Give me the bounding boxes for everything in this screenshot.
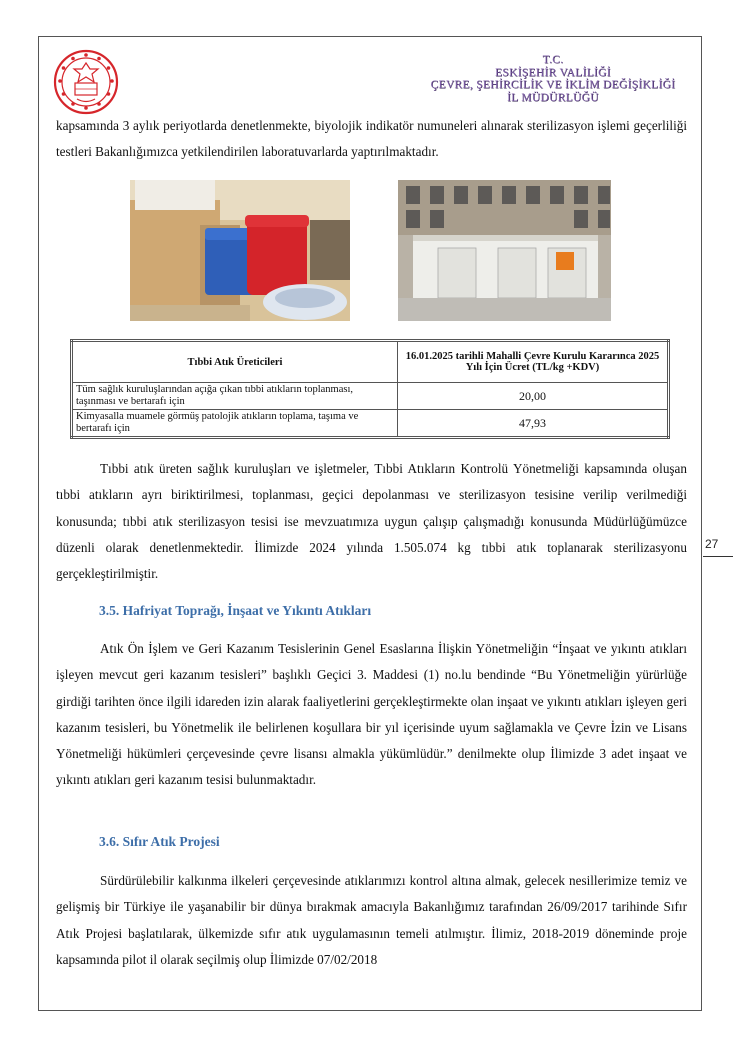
table-row	[72, 410, 669, 438]
section-heading-3-6: 3.6. Sıfır Atık Projesi	[99, 834, 220, 849]
organization-header	[398, 54, 708, 104]
section-heading-3-5: 3.5. Hafriyat Toprağı, İnşaat ve Yıkıntı Atıkları	[99, 603, 372, 618]
construction-waste-paragraph: Atık Ön İşlem ve Geri Kazanım Tesislerinin Genel Esaslarına İlişkin Yönetmeliğin “İnşaat ve yıkıntı atıkları işleyen mevcut geri kazanım tesisleri” başlıklı Geçici 3. Maddesi (1) no.lu bendinde “Bu Yönetmeliğin yürürlüğe girdiği tarihten önce ilgili idareden izin alarak faaliyetlerini gerçekleştirmekte olan inşaat ve yıkıntı atıkları işleyen geri kazanım tesisleri, bu Yönetmelik ile belirlenen koşullara bir yıl içerisinde uyum sağlamakla ve Çevre İzin ve Lisans Yönetmeliği hükümleri çerçevesinde çevre lisansı almakla yükümlüdür.” denilmekte olup İlimizde 3 adet inşaat ve yıkıntı atıkları geri kazanım tesisi bulunmaktadır.	[56, 641, 687, 788]
medical-waste-paragraph: Tıbbi atık üreten sağlık kuruluşları ve işletmeler, Tıbbi Atıkların Kontrolü Yönetmeliği kapsamında oluşan tıbbi atıkların ayrı biriktirilmesi, toplanması, geçici depolanması ve sterilizasyon tesisine verilip verilmediği konusunda; tıbbi atık sterilizasyon tesisi ise mevzuatımıza uygun çalışıp çalışmadığı konusunda Müdürlüğümüzce düzenli olarak denetlenmektedir. İlimizde 2024 yılında 1.505.074 kg tıbbi atık toplanarak sterilizasyonu gerçekleştirilmiştir.	[56, 461, 687, 582]
table-header-fee: 16.01.2025 tarihli Mahalli Çevre Kurulu Kararınca 2025 Yılı İçin Ücret (TL/kg +KDV)	[398, 341, 669, 383]
table-row-value: 20,00	[398, 383, 669, 410]
table-row-label: Kimyasalla muamele görmüş patolojik atıkların toplama, taşıma ve bertarafı için	[72, 410, 398, 438]
table-row	[72, 383, 669, 410]
medical-waste-bins-photo	[130, 180, 350, 321]
org-line-4: İL MÜDÜRLÜĞÜ	[507, 91, 599, 104]
table-row-value: 47,93	[398, 410, 669, 438]
page-number-rule	[703, 556, 733, 557]
table-header-producers: Tıbbi Atık Üreticileri	[72, 341, 398, 383]
org-line-1: T.C.	[542, 54, 564, 66]
org-line-3: ÇEVRE, ŞEHİRCİLİK VE İKLİM DEĞİŞİKLİĞİ	[430, 79, 676, 91]
intro-paragraph: kapsamında 3 aylık periyotlarda denetlenmekte, biyolojik indikatör numuneleri alınarak sterilizasyon işlemi geçerliliği testleri Bakanlığımızca yetkilendirilen laboratuvarlarda yaptırılmaktadır.	[56, 118, 687, 160]
table-row-label: Tüm sağlık kuruluşlarından açığa çıkan tıbbi atıkların toplanması, taşınması ve bertarafı için	[72, 383, 398, 410]
medical-waste-fee-table	[70, 339, 670, 439]
zero-waste-paragraph: Sürdürülebilir kalkınma ilkeleri çerçevesinde atıklarımızı kontrol altına almak, gelecek nesillerimize temiz ve gelişmiş bir Türkiye ile yaşanabilir bir dünya bırakmak amacıyla Bakanlığımız tarafından 26/09/2017 tarihinde Sıfır Atık Projesi başlatılarak, ülkemizde sıfır atık uygulamasının temeli atılmıştır. İlimiz, 2018-2019 döneminde proje kapsamında pilot il olarak seçilmiş olup İlimizde 07/02/2018	[56, 873, 687, 967]
turkish-ministry-seal-icon	[53, 49, 119, 115]
page-number: 27	[705, 537, 719, 551]
sterilization-facility-photo	[398, 180, 611, 321]
table-header-row	[72, 341, 669, 383]
org-line-2: ESKİŞEHİR VALİLİĞİ	[495, 66, 611, 79]
